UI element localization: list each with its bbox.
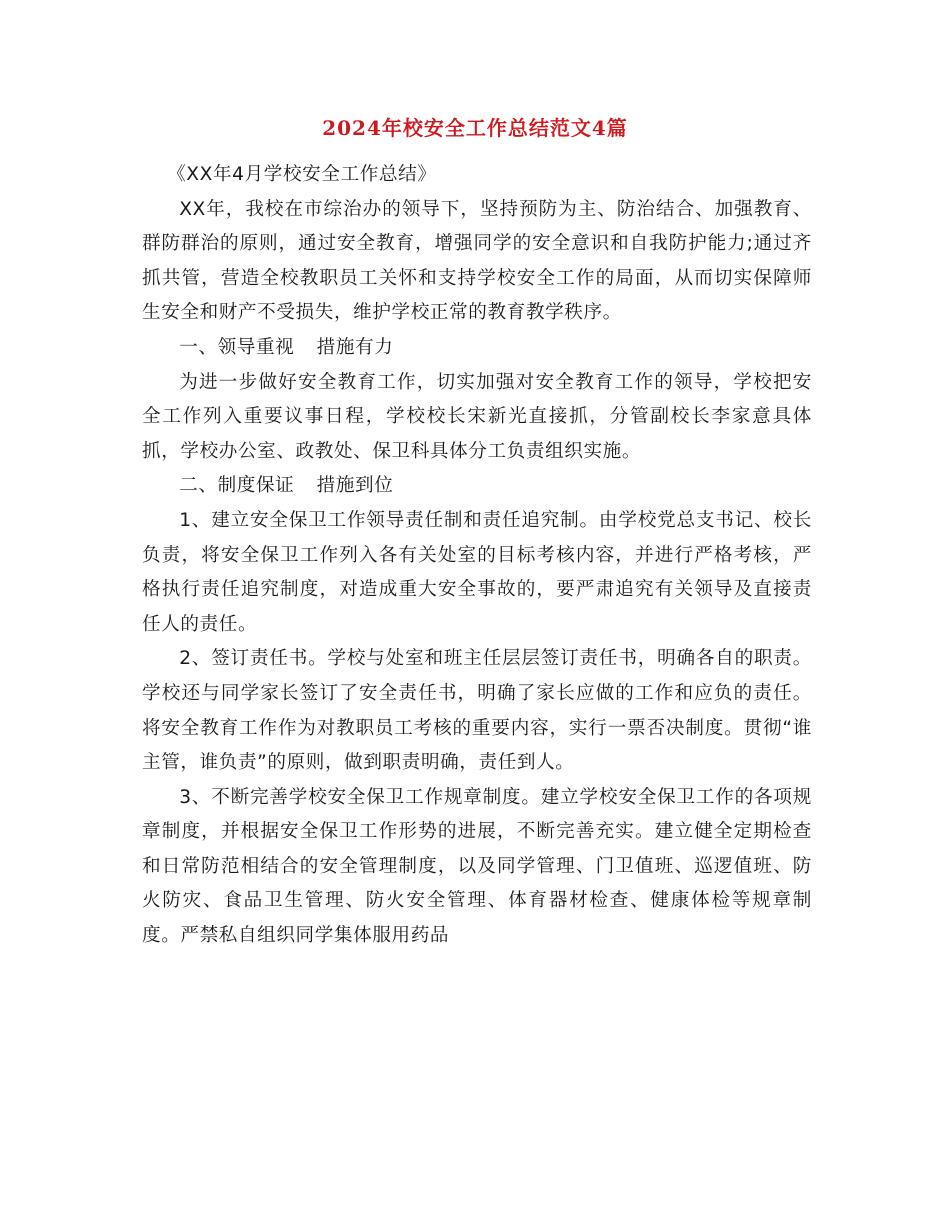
- section-1-heading: [142, 331, 812, 366]
- section-2-title: 措施到位: [316, 475, 394, 497]
- document-title: 2024年校安全工作总结范文4篇: [322, 116, 628, 140]
- section-2-number: 二、制度保证: [179, 475, 295, 497]
- document-body: [142, 158, 812, 954]
- section-1-title: 措施有力: [316, 336, 394, 358]
- section-2-heading: [142, 469, 812, 504]
- section-2-item-2: 2、签订责任书。学校与处室和班主任层层签订责任书，明确各自的职责。学校还与同学家长签订了安全责任书，明确了家长应做的工作和应负的责任。将安全教育工作作为对教职员工考核的重要内容，实行一票否决制度。贯彻“谁主管，谁负责”的原则，做到职责明确，责任到人。: [142, 648, 812, 774]
- intro-paragraph: XX年，我校在市综治办的领导下，坚持预防为主、防治结合、加强教育、群防群治的原则，通过安全教育，增强同学的安全意识和自我防护能力;通过齐抓共管，营造全校教职员工关怀和支持学校安全工作的局面，从而切实保障师生安全和财产不受损失，维护学校正常的教育教学秩序。: [142, 198, 812, 324]
- section-1-body: 为进一步做好安全教育工作，切实加强对安全教育工作的领导，学校把安全工作列入重要议事日程，学校校长宋新光直接抓，分管副校长李家意具体抓，学校办公室、政教处、保卫科具体分工负责组织实施。: [142, 371, 812, 462]
- section-1-number: 一、领导重视: [179, 336, 295, 358]
- document-subtitle: 《XX年4月学校安全工作总结》: [167, 164, 437, 185]
- section-2-item-1: 1、建立安全保卫工作领导责任制和责任追究制。由学校党总支书记、校长负责，将安全保卫工作列入各有关处室的目标考核内容，并进行严格考核，严格执行责任追究制度，对造成重大安全事故的，要严肃追究有关领导及直接责任人的责任。: [142, 509, 812, 635]
- section-2-item-3: 3、不断完善学校安全保卫工作规章制度。建立学校安全保卫工作的各项规章制度，并根据安全保卫工作形势的进展，不断完善充实。建立健全定期检查和日常防范相结合的安全管理制度，以及同学管理、门卫值班、巡逻值班、防火防灾、食品卫生管理、防火安全管理、体育器材检查、健康体检等规章制度。严禁私自组织同学集体服用药品: [142, 786, 812, 947]
